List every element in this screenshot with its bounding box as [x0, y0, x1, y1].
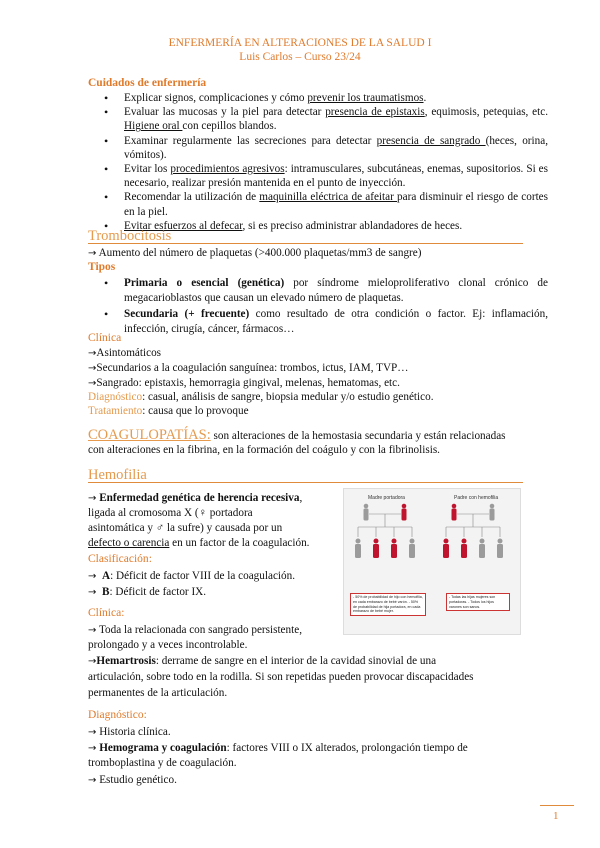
tipos-list	[88, 276, 548, 336]
coagulopatias-line2: con alteraciones en la fibrina, en la formación del coágulo y con la fibrinolisis.	[88, 444, 440, 456]
figure-right-caption: - Todas las hijas mujeres son portadoras. - Todos los hijos varones son sanos.	[446, 593, 510, 611]
arrow-right-icon: →	[88, 587, 97, 598]
hemofilia-intro-4: defecto o carencia en un factor de la coagulación.	[88, 537, 310, 549]
list-item: • Evaluar las mucosas y la piel para detectar presencia de epistaxis, equimosis, petequias, etc. Higiene oral con cepillos blandos.	[88, 105, 548, 133]
coagulopatias-heading: COAGULOPATÍAS:	[88, 427, 211, 443]
tipos-heading: Tipos	[88, 261, 116, 273]
hemartrosis-line-2: articulación, sobre todo en la rodilla. Si son repetidas pueden provocar discapacidades	[88, 671, 474, 683]
arrow-right-icon: →	[88, 348, 97, 359]
arrow-right-icon: →	[88, 493, 97, 504]
clasificacion-item: → A: Déficit de factor VIII de la coagulación.	[88, 570, 295, 582]
figure-right-title: Padre con hemofilia	[454, 495, 499, 501]
arrow-right-icon: →	[88, 248, 97, 259]
hemofilia-clinica-2: prolongado y a veces incontrolable.	[88, 639, 248, 651]
clasificacion-item: → B: Déficit de factor IX.	[88, 586, 207, 598]
arrow-right-icon: →	[88, 727, 97, 738]
cuidados-heading: Cuidados de enfermería	[88, 77, 207, 89]
diagnostico-item: → Historia clínica.	[88, 726, 171, 738]
arrow-right-icon: →	[88, 363, 97, 374]
hemartrosis-line-1: →Hemartrosis: derrame de sangre en el interior de la cavidad sinovial de una	[88, 655, 437, 667]
coagulopatias-paragraph: COAGULOPATÍAS: son alteraciones de la hemostasia secundaria y están relacionadas	[88, 427, 506, 443]
clinica-heading: Clínica	[88, 332, 122, 344]
diagnostico-item: → Estudio genético.	[88, 774, 177, 786]
clasificacion-heading: Clasificación:	[88, 553, 152, 565]
trombocitosis-definition: → Aumento del número de plaquetas (>400.000 plaquetas/mm3 de sangre)	[88, 247, 422, 259]
list-item: • Evitar los procedimientos agresivos: intramusculares, subcutáneas, enemas, supositorios. Si es necesario, realizar presión mantenida en el punto de inyección.	[88, 162, 548, 190]
hemofilia-diagnostico-heading: Diagnóstico:	[88, 709, 147, 721]
inheritance-figure	[343, 488, 521, 635]
clinica-item: →Secundarios a la coagulación sanguínea: trombos, ictus, IAM, TVP…	[88, 362, 409, 374]
arrow-right-icon: →	[88, 571, 97, 582]
list-item: • Explicar signos, complicaciones y cómo prevenir los traumatismos.	[88, 91, 548, 105]
hemofilia-intro-1: → Enfermedad genética de herencia recesiva,	[88, 492, 303, 504]
list-item: • Examinar regularmente las secreciones para detectar presencia de sangrado (heces, orina, vómitos).	[88, 134, 548, 162]
figure-left-caption: - 50% de probabilidad de hijo con hemofilia, en cada embarazo de bebé varón. - 50% de probabilidad de hija portadora, en cada embarazo de bebé mujer.	[350, 593, 426, 616]
arrow-right-icon: →	[88, 775, 97, 786]
arrow-right-icon: →	[88, 656, 97, 667]
list-item: • Evitar esfuerzos al defecar, si es preciso administrar ablandadores de heces.	[88, 219, 548, 233]
page-number-rule	[540, 805, 574, 806]
figure-left-title: Madre portadora	[368, 495, 405, 501]
hemofilia-clinica-heading: Clínica:	[88, 607, 125, 619]
trombocitosis-heading: Trombocitosis	[88, 228, 172, 244]
heading-rule	[88, 243, 523, 244]
hemartrosis-line-3: permanentes de la articulación.	[88, 687, 228, 699]
document-title: ENFERMERÍA EN ALTERACIONES DE LA SALUD I	[168, 37, 432, 49]
diagnostico-line: Diagnóstico: casual, análisis de sangre, biopsia medular y/o estudio genético.	[88, 391, 434, 403]
list-item: • Recomendar la utilización de maquinilla eléctrica de afeitar para disminuir el riesgo de cortes en la piel.	[88, 190, 548, 218]
list-item: • Secundaria (+ frecuente) como resultado de otra condición o factor. Ej: inflamación, infección, cirugía, cáncer, fármacos…	[88, 307, 548, 336]
clinica-item: →Sangrado: epistaxis, hemorragia gingival, melenas, hematomas, etc.	[88, 377, 400, 389]
arrow-right-icon: →	[88, 625, 97, 636]
list-item: • Primaria o esencial (genética) por síndrome mieloproliferativo clonal crónico de megacarioblastos que causan un elevado número de plaquetas.	[88, 276, 548, 305]
hemofilia-heading: Hemofilia	[88, 467, 147, 483]
hemofilia-intro-3: asintomática y ♂ la sufre) y causada por un	[88, 522, 283, 534]
heading-rule	[88, 482, 523, 483]
diagnostico-item: → Hemograma y coagulación: factores VIII o IX alterados, prolongación tiempo de	[88, 742, 468, 754]
hemofilia-clinica-1: → Toda la relacionada con sangrado persistente,	[88, 624, 302, 636]
document-subtitle: Luis Carlos – Curso 23/24	[239, 51, 361, 63]
tratamiento-line: Tratamiento: causa que lo provoque	[88, 405, 249, 417]
arrow-right-icon: →	[88, 743, 97, 754]
cuidados-list	[88, 91, 548, 233]
clinica-item: →Asintomáticos	[88, 347, 162, 359]
diagnostico-item-cont: tromboplastina y de coagulación.	[88, 757, 237, 769]
page-number: 1	[553, 810, 559, 822]
arrow-right-icon: →	[88, 378, 97, 389]
hemofilia-intro-2: ligada al cromosoma X (♀ portadora	[88, 507, 253, 519]
